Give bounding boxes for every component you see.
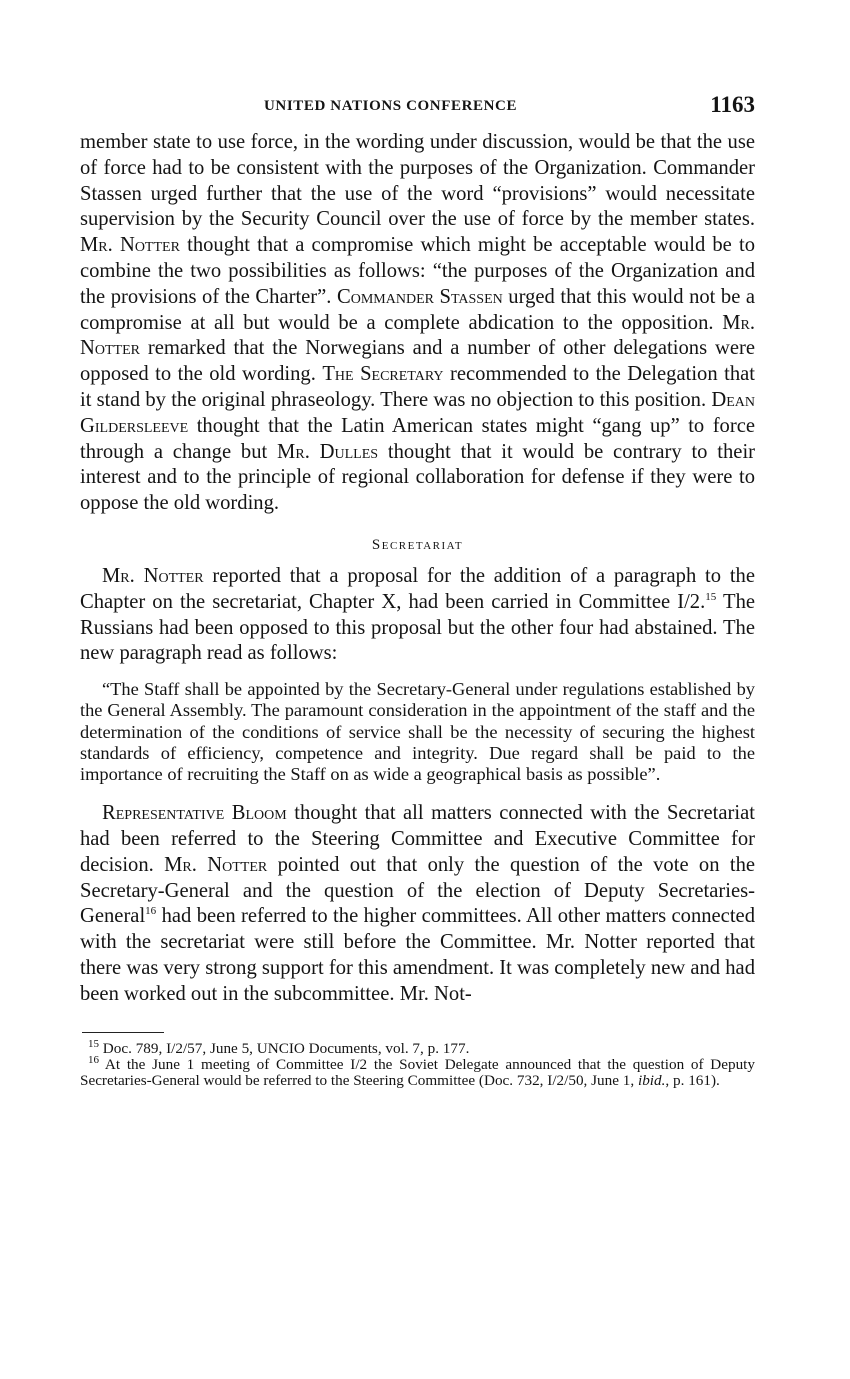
speaker-name: Mr. Notter (164, 853, 268, 876)
speaker-name: The Secretary (322, 363, 444, 386)
footnote-ibid: ibid. (637, 1071, 666, 1089)
footnote-divider (82, 1032, 164, 1033)
footnote-reference: 15 (705, 590, 717, 603)
paragraph-discussion (80, 801, 755, 1007)
speaker-name: Commander Stassen (337, 285, 503, 308)
section-heading: Secretariat (371, 536, 464, 553)
block-quote: “The Staff shall be appointed by the Secretary-General under regulations established by the General Assembly. The paramount consideration in the appointment of the staff and the determination of the conditions of service shall be the necessity of securing the highest standards of efficiency, competence and integrity. Due regard shall be paid to the importance of recruiting the Staff on as wide a geographical basis as possible”. (80, 679, 755, 784)
paragraph-text: reported that a proposal for the addition of a paragraph to the Chapter on the secretariat, Chapter X, had been carried in Committee I/2. (80, 564, 755, 613)
footnote-text: At the June 1 meeting of Committee I/2 the Soviet Delegate announced that the question of Deputy Secretaries-General would be referred to the Steering Committee (Doc. 732, I/2/50, June 1, (80, 1055, 755, 1089)
paragraph-text: The Russians had been opposed to this proposal but the other four had abstained. The new paragraph read as follows: (80, 590, 756, 665)
document-page (80, 92, 755, 1089)
paragraph-text: thought that a compromise which might be acceptable would be to combine the two possibilities as follows: “the purposes of the Organization and the provisions of the Charter”. (80, 234, 755, 308)
paragraph-proposal (80, 564, 755, 667)
paragraph-text: thought that the Latin American states might “gang up” to force through a change but (80, 414, 755, 463)
speaker-name: Dean Gildersleeve (80, 388, 755, 437)
paragraph-text: thought that it would be contrary to their interest and to the principle of regional collaboration for defense if they were to oppose the old wording. (80, 440, 756, 515)
paragraph-text: recommended to the Delegation that it stand by the original phraseology. There was no objection to this position. (80, 363, 755, 411)
footnote-number: 16 (88, 1053, 99, 1066)
speaker-name: Mr. Notter (80, 311, 755, 360)
footnote (80, 1037, 755, 1057)
speaker-name: Mr. Notter (102, 564, 204, 587)
footnote-text: , p. 161). (665, 1071, 720, 1089)
paragraph-text: pointed out that only the question of the vote on the Secretary-General and the question of the election of Deputy Secretaries-General (80, 853, 756, 928)
running-header (80, 92, 755, 124)
speaker-name: Mr. Notter (80, 234, 180, 257)
paragraph-text: thought that all matters connected with the Secretariat had been referred to the Steering Committee and Executive Committee for decision. (80, 802, 755, 876)
running-title: UNITED NATIONS CONFERENCE (264, 98, 518, 114)
page-number: 1163 (710, 92, 755, 117)
paragraph-text: remarked that the Norwegians and a number of other delegations were opposed to the old wording. (80, 337, 755, 386)
speaker-name: Mr. Dulles (277, 440, 379, 463)
paragraph-text: member state to use force, in the wording under discussion, would be that the use of force had to be consistent with the purposes of the Organization. Commander Stassen urged further that the use of the word “provisions” would necessitate supervision by the Security Council over the use of force by the member states. (80, 131, 755, 231)
paragraph-text: had been referred to the higher committees. All other matters connected with the secretariat were still before the Committee. Mr. Notter reported that there was very strong support for this amendment. It was completely new and had been worked out in the subcommittee. Mr. Not- (80, 905, 755, 1005)
footnote-text: Doc. 789, I/2/57, June 5, UNCIO Documents, vol. 7, p. 177. (102, 1039, 470, 1057)
paragraph-continuation (80, 130, 755, 517)
footnote (80, 1053, 755, 1089)
paragraph-text: urged that this would not be a compromise at all but would be a complete abdication to the opposition. (80, 285, 756, 334)
footnote-reference: 16 (145, 905, 157, 918)
footnote-number: 15 (88, 1037, 99, 1050)
speaker-name: Representative Bloom (102, 802, 287, 825)
